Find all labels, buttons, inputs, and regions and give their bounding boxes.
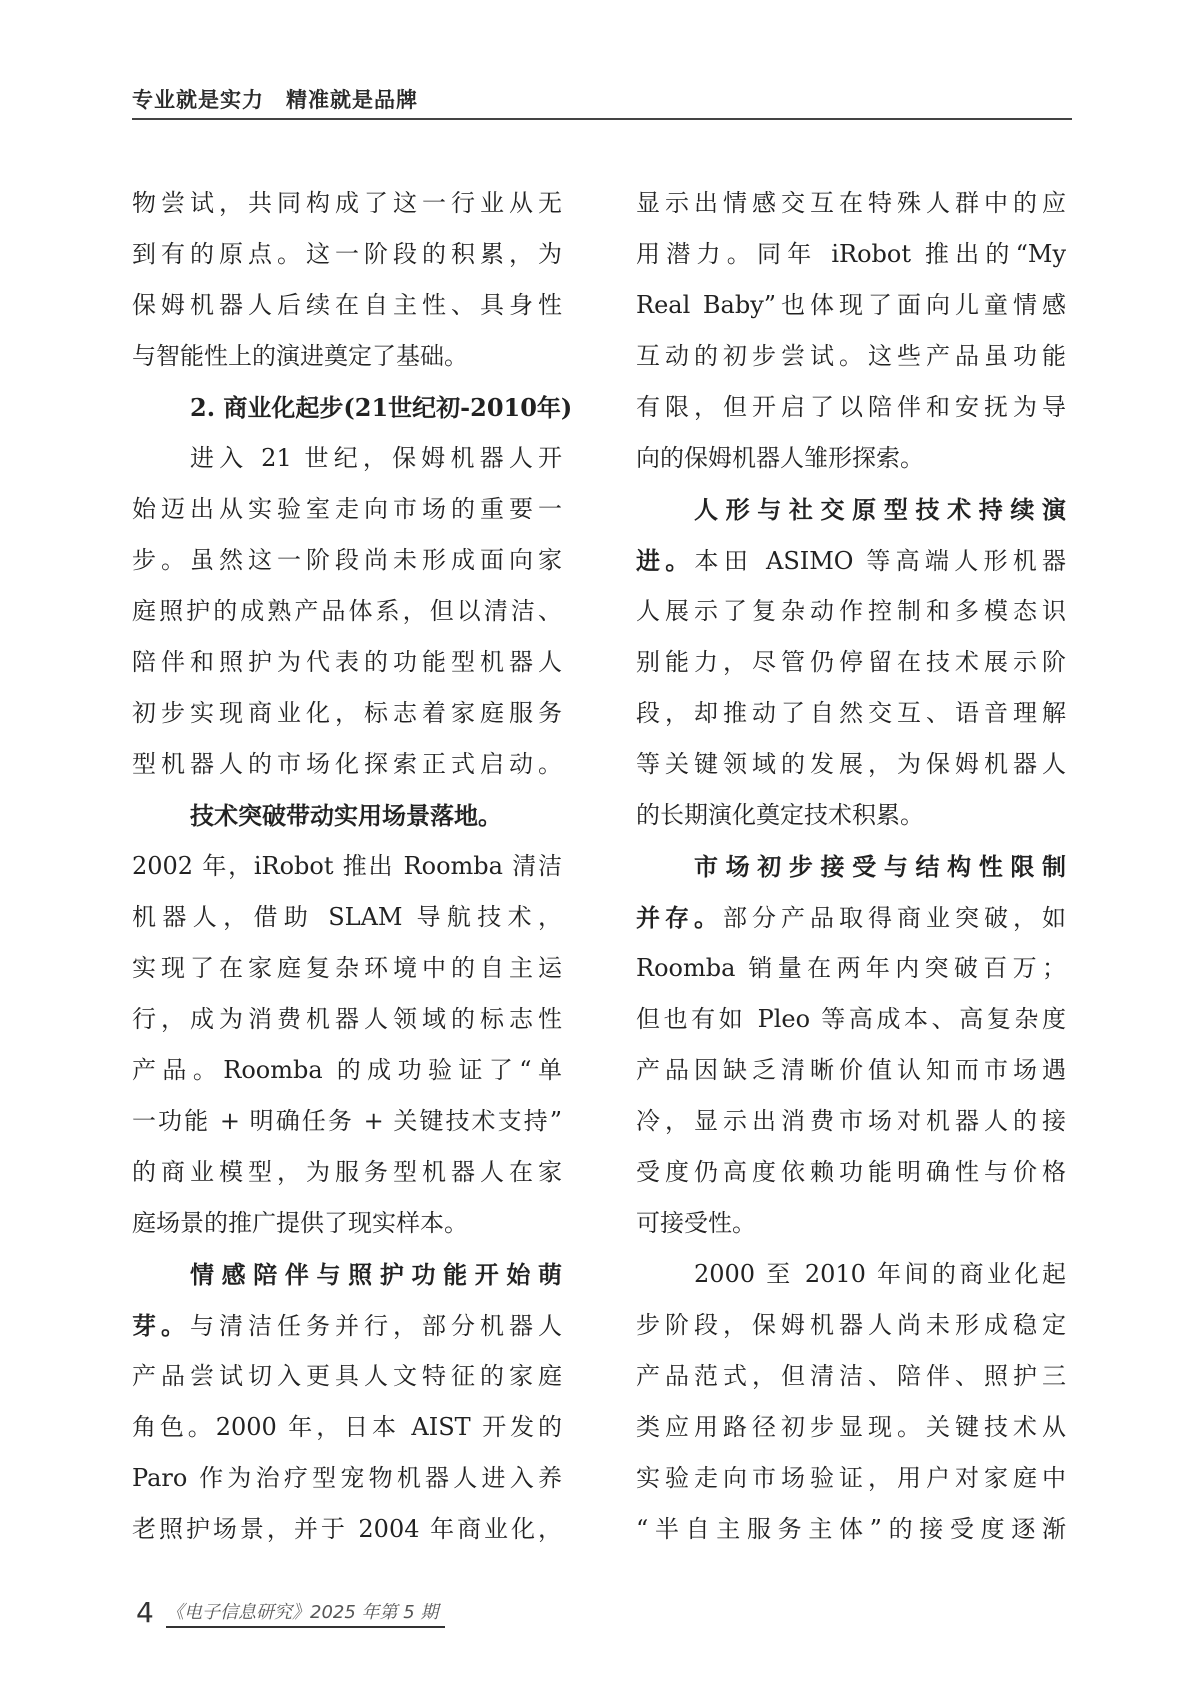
body-text: 始迈出从实验室走向市场的重要一 bbox=[132, 495, 562, 523]
body-text: 产品。Roomba 的成功验证了“单 bbox=[132, 1056, 562, 1084]
body-text: 向的保姆机器人雏形探索。 bbox=[636, 444, 924, 472]
body-text: 2002 年，iRobot 推出 Roomba 清洁 bbox=[132, 852, 562, 880]
text-line bbox=[636, 1402, 1066, 1453]
text-line bbox=[132, 1351, 562, 1402]
text-line bbox=[636, 688, 1066, 739]
body-text: 产品尝试切入更具人文特征的家庭 bbox=[132, 1362, 562, 1390]
text-line bbox=[132, 1402, 562, 1453]
text-line bbox=[636, 1300, 1066, 1351]
text-line bbox=[636, 1096, 1066, 1147]
body-text: 实现了在家庭复杂环境中的自主运 bbox=[132, 954, 562, 982]
text-line bbox=[132, 1045, 562, 1096]
body-text: 陪伴和照护为代表的功能型机器人 bbox=[132, 648, 562, 676]
body-text: 2000 至 2010 年间的商业化起 bbox=[694, 1260, 1066, 1288]
text-line bbox=[132, 1198, 562, 1249]
text-line bbox=[636, 637, 1066, 688]
body-text: 显示出情感交互在特殊人群中的应 bbox=[636, 189, 1066, 217]
body-text: 实验走向市场验证，用户对家庭中 bbox=[636, 1464, 1066, 1492]
text-line bbox=[132, 688, 562, 739]
body-text: 庭照护的成熟产品体系，但以清洁、 bbox=[132, 597, 562, 625]
body-text: 物尝试，共同构成了这一行业从无 bbox=[132, 189, 562, 217]
body-text: 到有的原点。这一阶段的积累，为 bbox=[132, 240, 562, 268]
body-text: 但也有如 Pleo 等高成本、高复杂度 bbox=[636, 1005, 1066, 1033]
body-text: 步。虽然这一阶段尚未形成面向家 bbox=[132, 546, 562, 574]
bold-text: 人形与社交原型技术持续演 bbox=[694, 495, 1066, 524]
footer-divider bbox=[166, 1626, 445, 1628]
text-line bbox=[132, 484, 562, 535]
text-line bbox=[636, 1453, 1066, 1504]
bold-text: 2. 商业化起步(21世纪初-2010年) bbox=[190, 393, 573, 422]
text-line bbox=[636, 994, 1066, 1045]
bold-text: 进。 bbox=[636, 546, 695, 575]
body-text: 产品因缺乏清晰价值认知而市场遇 bbox=[636, 1056, 1066, 1084]
bold-text: 芽。 bbox=[132, 1311, 190, 1340]
text-line bbox=[132, 1300, 562, 1351]
body-text: 型机器人的市场化探索正式启动。 bbox=[132, 750, 562, 778]
right-column bbox=[636, 178, 1066, 1555]
body-text: 类应用路径初步显现。关键技术从 bbox=[636, 1413, 1066, 1441]
text-line bbox=[636, 586, 1066, 637]
text-line bbox=[636, 535, 1066, 586]
text-line bbox=[132, 178, 562, 229]
body-text: 互动的初步尝试。这些产品虽功能 bbox=[636, 342, 1066, 370]
text-line bbox=[636, 739, 1066, 790]
text-line bbox=[636, 382, 1066, 433]
text-line bbox=[132, 586, 562, 637]
text-line bbox=[636, 1504, 1066, 1555]
body-text: 步阶段，保姆机器人尚未形成稳定 bbox=[636, 1311, 1066, 1339]
body-text: 一功能 + 明确任务 + 关键技术支持” bbox=[132, 1107, 562, 1135]
body-text: 角色。2000 年，日本 AIST 开发的 bbox=[132, 1413, 562, 1441]
text-line bbox=[636, 1249, 1066, 1300]
text-line bbox=[132, 433, 562, 484]
body-text: 受度仍高度依赖功能明确性与价格 bbox=[636, 1158, 1066, 1186]
text-line bbox=[132, 841, 562, 892]
text-line bbox=[636, 841, 1066, 892]
body-text: 别能力，尽管仍停留在技术展示阶 bbox=[636, 648, 1066, 676]
text-line bbox=[132, 229, 562, 280]
text-line bbox=[636, 1198, 1066, 1249]
text-line bbox=[636, 178, 1066, 229]
bold-text: 情感陪伴与照护功能开始萌 bbox=[190, 1260, 562, 1289]
body-text: 人展示了复杂动作控制和多模态识 bbox=[636, 597, 1066, 625]
text-line bbox=[132, 1453, 562, 1504]
bold-text: 技术突破带动实用场景落地。 bbox=[190, 801, 502, 830]
text-line bbox=[132, 382, 573, 433]
text-line bbox=[132, 994, 562, 1045]
text-line bbox=[132, 1096, 562, 1147]
text-line bbox=[636, 331, 1066, 382]
text-line bbox=[132, 892, 562, 943]
body-text: 的商业模型，为服务型机器人在家 bbox=[132, 1158, 562, 1186]
text-line bbox=[132, 739, 562, 790]
text-line bbox=[132, 1504, 562, 1555]
page-number: 4 bbox=[136, 1596, 154, 1629]
text-line bbox=[132, 280, 562, 331]
text-line bbox=[132, 943, 562, 994]
text-line bbox=[636, 790, 1066, 841]
text-line bbox=[636, 280, 1066, 331]
body-text: 与智能性上的演进奠定了基础。 bbox=[132, 342, 468, 370]
body-text: 段，却推动了自然交互、语音理解 bbox=[636, 699, 1066, 727]
text-line bbox=[132, 1249, 562, 1300]
bold-text: 并存。 bbox=[636, 903, 723, 932]
text-line bbox=[636, 433, 1066, 484]
text-line bbox=[636, 1351, 1066, 1402]
body-text: Real Baby”也体现了面向儿童情感 bbox=[636, 291, 1066, 319]
body-text: Roomba 销量在两年内突破百万； bbox=[636, 954, 1066, 982]
body-text: “半自主服务主体”的接受度逐渐 bbox=[636, 1515, 1066, 1543]
body-text: 初步实现商业化，标志着家庭服务 bbox=[132, 699, 562, 727]
body-text: 机器人，借助 SLAM 导航技术， bbox=[132, 903, 562, 931]
running-header: 专业就是实力 精准就是品牌 bbox=[132, 88, 418, 112]
body-text: Paro 作为治疗型宠物机器人进入养 bbox=[132, 1464, 562, 1492]
body-text: 用潜力。同年 iRobot 推出的“My bbox=[636, 240, 1066, 268]
text-line bbox=[132, 790, 562, 841]
journal-citation: 《电子信息研究》2025 年第 5 期 bbox=[166, 1602, 439, 1623]
header-divider bbox=[132, 118, 1072, 120]
body-text: 保姆机器人后续在自主性、具身性 bbox=[132, 291, 562, 319]
body-text: 有限，但开启了以陪伴和安抚为导 bbox=[636, 393, 1066, 421]
body-text: 冷，显示出消费市场对机器人的接 bbox=[636, 1107, 1066, 1135]
text-line bbox=[132, 331, 562, 382]
left-column bbox=[132, 178, 573, 1555]
text-line bbox=[132, 535, 562, 586]
body-text: 的长期演化奠定技术积累。 bbox=[636, 801, 924, 829]
text-line bbox=[636, 1147, 1066, 1198]
body-text: 进入 21 世纪，保姆机器人开 bbox=[190, 444, 562, 472]
text-line bbox=[132, 637, 562, 688]
text-line bbox=[636, 484, 1066, 535]
body-text: 庭场景的推广提供了现实样本。 bbox=[132, 1209, 468, 1237]
text-line bbox=[636, 892, 1066, 943]
body-text: 行，成为消费机器人领域的标志性 bbox=[132, 1005, 562, 1033]
text-line bbox=[636, 1045, 1066, 1096]
body-text: 等关键领域的发展，为保姆机器人 bbox=[636, 750, 1066, 778]
body-text: 与清洁任务并行，部分机器人 bbox=[190, 1312, 562, 1340]
text-line bbox=[132, 1147, 562, 1198]
body-text: 产品范式，但清洁、陪伴、照护三 bbox=[636, 1362, 1066, 1390]
body-text: 部分产品取得商业突破，如 bbox=[723, 904, 1066, 932]
text-line bbox=[636, 229, 1066, 280]
text-line bbox=[636, 943, 1066, 994]
bold-text: 市场初步接受与结构性限制 bbox=[694, 852, 1066, 881]
body-text: 可接受性。 bbox=[636, 1209, 756, 1237]
body-text: 老照护场景，并于 2004 年商业化， bbox=[132, 1515, 562, 1543]
body-text: 本田 ASIMO 等高端人形机器 bbox=[694, 547, 1067, 575]
